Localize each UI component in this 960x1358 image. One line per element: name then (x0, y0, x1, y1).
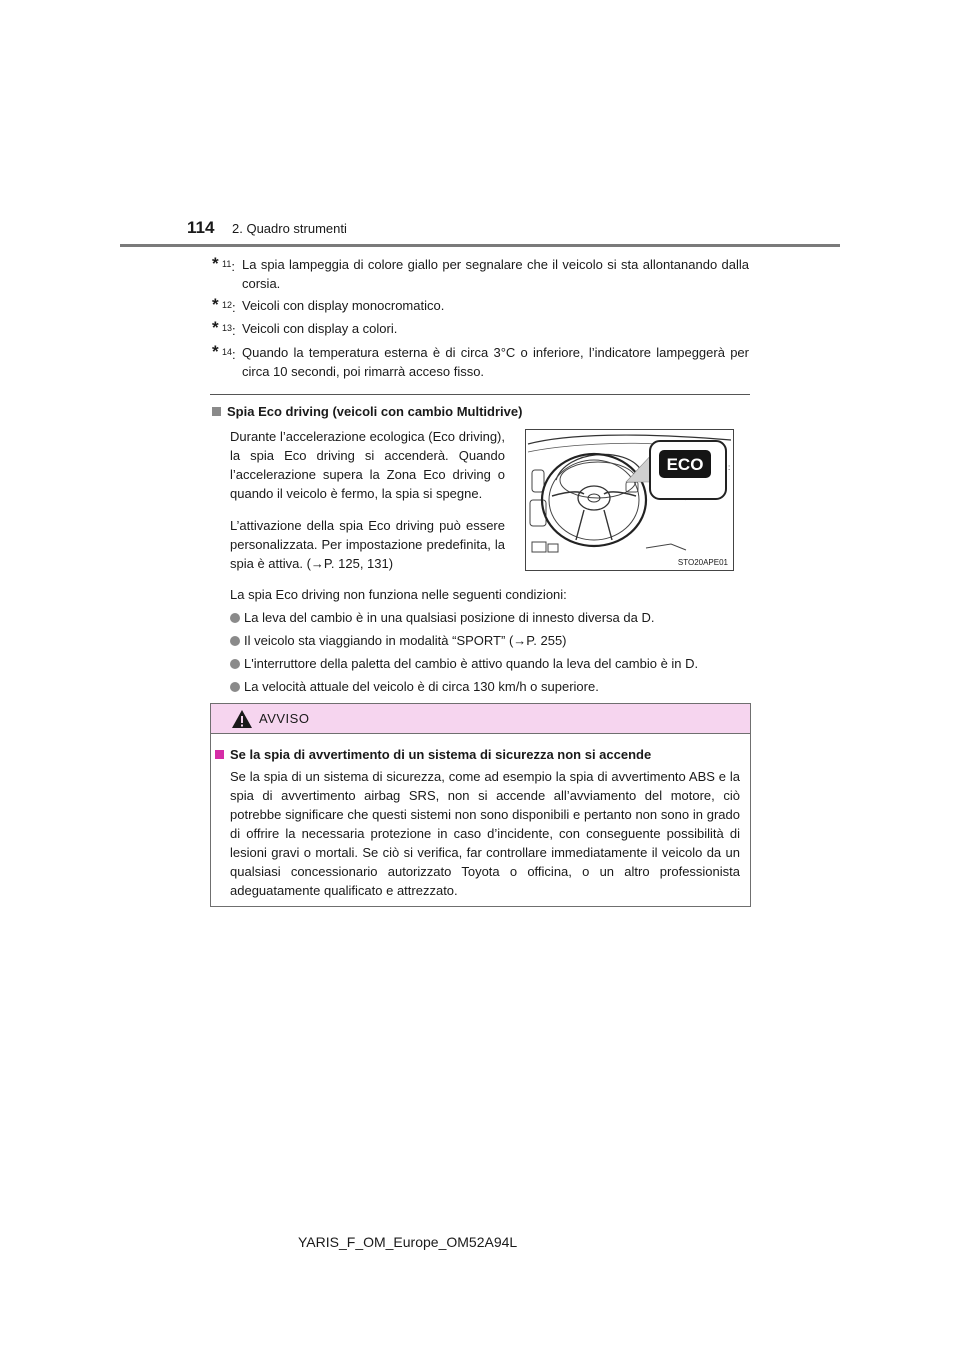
footnote-star: * (212, 342, 219, 361)
footnote-13: * $^{13}$: Veicoli con display a colori. (212, 319, 749, 338)
eco-dashboard-figure (525, 429, 734, 571)
footnote-number: 14 (222, 347, 233, 357)
footnote-text: La spia lampeggia di colore giallo per segnalare che il veicolo si sta allontanando dalla corsia. (242, 257, 749, 291)
eco-paragraph-1: Durante l’accelerazione ecologica (Eco driving), la spia Eco driving si accenderà. Quando l’accelerazione supera la Zona Eco driving o quando il veicolo è fermo, la spia si spegne. (230, 429, 505, 501)
circle-bullet-icon (230, 636, 240, 646)
condition-item: La leva del cambio è in una qualsiasi posizione di innesto diversa da D. (230, 608, 654, 627)
footnote-number: 12 (222, 300, 233, 310)
footnote-12: * $^{12}$: Veicoli con display monocromatico. (212, 296, 749, 315)
dashboard-illustration (526, 430, 733, 570)
square-bullet-icon (212, 407, 221, 416)
footnote-14: * $^{14}$: Quando la temperatura esterna è di circa 3°C o inferiore, l’indicatore lampeggerà per circa 10 secondi, poi rimarrà acceso fisso. (212, 342, 749, 379)
conditions-intro: La spia Eco driving non funziona nelle seguenti condizioni: (230, 587, 567, 602)
warning-subheading: Se la spia di avvertimento di un sistema di sicurezza non si accende (215, 747, 651, 762)
circle-bullet-icon (230, 682, 240, 692)
eco-heading-text: Spia Eco driving (veicoli con cambio Multidrive) (227, 404, 523, 419)
warning-title: AVVISO (259, 711, 310, 726)
warning-body: Se la spia di un sistema di sicurezza, come ad esempio la spia di avvertimento ABS e la spia di avvertimento airbag SRS, non si accende all’avviamento del motore, ciò potrebbe significare che questi sistemi non sono disponibili e pertanto non sono in grado di offrire la necessaria protezione in caso d’incidente, con conseguente possibilità di lesioni gravi o mortali. Se ciò si verifica, far controllare immediatamente il veicolo da un qualsiasi concessionario autorizzato Toyota o officina, o un altro professionista adeguatamente qualificato e attrezzato. (230, 769, 740, 898)
footnote-number: 11 (222, 259, 232, 269)
circle-bullet-icon (230, 659, 240, 669)
warning-header (211, 704, 750, 734)
square-bullet-icon (215, 750, 224, 759)
header-divider (120, 244, 840, 247)
footnote-text: Veicoli con display a colori. (242, 321, 398, 336)
page-number: 114 (187, 218, 215, 237)
condition-item: Il veicolo sta viaggiando in modalità “SPORT” (→P. 255) (230, 631, 567, 650)
section-title: 2. Quadro strumenti (232, 221, 347, 236)
footnote-number: 13 (222, 323, 233, 333)
footnote-text: Quando la temperatura esterna è di circa 3°C o inferiore, l’indicatore lampeggerà per circa 10 secondi, poi rimarrà acceso fisso. (242, 345, 749, 379)
eco-indicator-label: ECO (666, 455, 704, 474)
figure-code: STO20APE01 (677, 558, 728, 567)
eco-section-heading (212, 404, 522, 419)
svg-text::: : (728, 463, 731, 472)
section-divider (210, 394, 750, 395)
warning-box (210, 703, 751, 907)
circle-bullet-icon (230, 613, 240, 623)
warning-triangle-icon (231, 709, 253, 729)
document-code: YARIS_F_OM_Europe_OM52A94L (298, 1234, 518, 1250)
condition-item: L'interruttore della paletta del cambio è attivo quando la leva del cambio è in D. (230, 654, 698, 673)
footnote-11: * $^{11}$: La spia lampeggia di colore giallo per segnalare che il veicolo si sta allontanando dalla corsia. (212, 254, 749, 291)
condition-item: La velocità attuale del veicolo è di circa 130 km/h o superiore. (230, 677, 599, 696)
footnote-text: Veicoli con display monocromatico. (242, 298, 445, 313)
footnote-star: * (212, 295, 219, 314)
footnote-star: * (212, 318, 219, 337)
eco-paragraph-2: L’attivazione della spia Eco driving può essere personalizzata. Per impostazione predefinita, la spia è attiva. (→P. 125, 131) (230, 518, 505, 571)
footnote-star: * (212, 254, 219, 273)
